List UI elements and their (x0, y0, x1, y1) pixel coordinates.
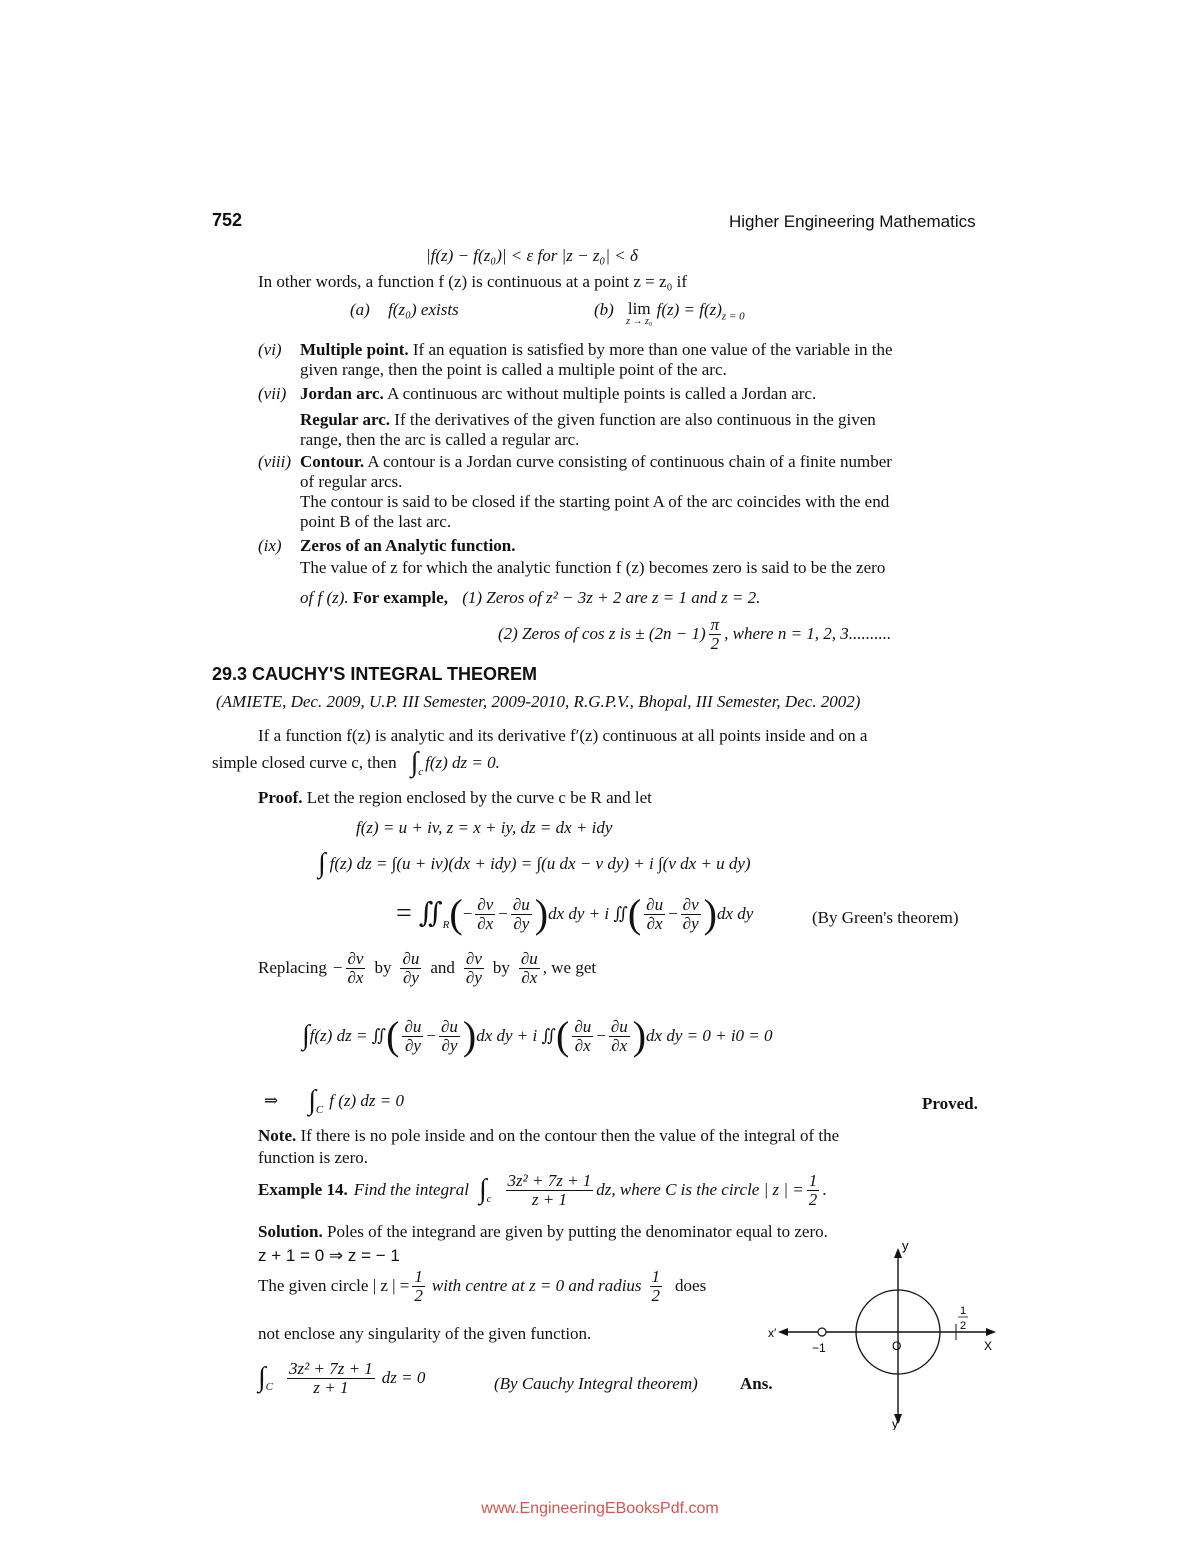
proof-conclusion: ⇒ ∫ C f (z) dz = 0 (264, 1085, 405, 1116)
lim-text: lim (627, 299, 651, 318)
def-ix-text: The value of z for which the analytic function f (z) becomes zero is said to be the zero (300, 558, 886, 577)
proof-eq4: ∫ f(z) dz = ∬ ( $\frac{\partial u}{\partial y}$ − $\frac{\partial u}{\partial y}$ ) dx dy + i ∬ ( $\frac{\partial u}{\partial x}$ − $\frac{\partial u}{\partial x}$ ) dx dy = 0 + i0 = 0 (302, 1013, 773, 1058)
solution (258, 1222, 828, 1242)
continuity-intro: In other words, a function f (z) is continuous at a point z = z₀ if (258, 272, 688, 291)
implies-arrow: ⇒ (264, 1091, 279, 1110)
part-a-label: (a) (350, 300, 370, 319)
zeros-start: of f (z). (300, 588, 349, 607)
eq3-end: dx dy (716, 904, 754, 923)
limit-operator (626, 300, 652, 327)
part-a-text: f(z₀) exists (388, 300, 459, 319)
eq5-text: f (z) dz = 0 (329, 1091, 405, 1110)
proof-intro (258, 788, 652, 808)
proved-label: Proved. (922, 1094, 978, 1113)
replacing-line: Replacing − $\frac{\partial v}{\partial x}$ by $\frac{\partial u}{\partial y}$ and $\frac{\partial v}{\partial y}$ by $\frac{\partial u}{\partial x}$ , we get (258, 949, 597, 987)
integral-sub: c (418, 766, 424, 778)
left-paren: ( (627, 891, 642, 936)
def-ix-num: (ix) (258, 536, 282, 555)
solution-label: Solution. (258, 1222, 323, 1241)
stmt-eq: f(z) dz = 0. (425, 753, 500, 772)
region-sub: R (442, 919, 450, 931)
continuity-part-b (594, 300, 745, 327)
solution-text: Poles of the integrand are given by putting the denominator equal to zero. (326, 1222, 828, 1241)
x-prime-label: x′ (768, 1326, 777, 1340)
y-arrow-icon (894, 1248, 902, 1258)
pi-over-2: $\frac{\pi}{2}$ (710, 615, 720, 653)
circle-diagram (760, 1240, 1000, 1430)
def-vi-line2: given range, then the point is called a multiple point of the arc. (300, 360, 727, 379)
def-viii-line3: The contour is said to be closed if the starting point A of the arc coincides with the end (300, 492, 890, 511)
theorem-statement-line2 (212, 748, 500, 778)
eq4-pre: f(z) dz = ∬ (309, 1026, 387, 1045)
zeros-line (300, 588, 760, 608)
integral-sign: ∫ (410, 747, 419, 778)
def-ix-term: Zeros of an Analytic function. (300, 536, 516, 555)
def-regular: Regular arc. If the derivatives of the given function are also continuous in the given (300, 410, 876, 429)
def-vi (300, 340, 893, 360)
integral-sign: ∫ (318, 848, 326, 879)
origin-label: O (892, 1339, 902, 1353)
left-paren: ( (449, 891, 463, 936)
ex2-pre: (2) Zeros of cos z is ± (2n − 1) (498, 624, 706, 644)
def-vii-num: (vii) (258, 384, 287, 403)
def-viii-line4: point B of the last arc. (300, 512, 452, 531)
right-paren: ) (534, 891, 549, 936)
y-label: y (902, 1240, 909, 1253)
section-refs: (AMIETE, Dec. 2009, U.P. III Semester, 2009-2010, R.G.P.V., Bhopal, III Semester, Dec. 2002) (216, 692, 861, 711)
note-label: Note. (258, 1126, 297, 1145)
eq2-text: f(z) dz = ∫(u + iv)(dx + idy) = ∫(u dx − v dy) + i ∫(v dx + u dy) (329, 854, 751, 873)
pole-equation: z + 1 = 0 ⇒ z = − 1 (258, 1246, 400, 1265)
proof-eq1: f(z) = u + iv, z = x + iy, dz = dx + idy (356, 818, 613, 837)
example-text: Find the integral (353, 1180, 469, 1200)
final-eq-text: dz = 0 (381, 1368, 426, 1388)
term: Multiple point. (300, 340, 409, 359)
answer-label: Ans. (740, 1374, 773, 1393)
example-label: Example 14. (258, 1180, 348, 1200)
eq3-mid: dx dy + i ∬ (548, 904, 628, 923)
pole-marker (818, 1328, 826, 1336)
note-line2: function is zero. (258, 1148, 368, 1167)
proof-eq2 (318, 850, 751, 878)
proof-label: Proof. (258, 788, 303, 807)
def-viii-num: (viii) (258, 452, 292, 471)
note-text: If there is no pole inside and on the contour then the value of the integral of the (300, 1126, 840, 1145)
not-enclose-text: not enclose any singularity of the given function. (258, 1324, 592, 1343)
def-viii-line2: of regular arcs. (300, 472, 403, 491)
page-number: 752 (212, 210, 243, 230)
greens-theorem-note: (By Green's theorem) (812, 908, 959, 927)
final-equation: ∫ C $\frac{\text{3z² + 7z + 1}}{z + 1}$ dz = 0 (258, 1359, 426, 1397)
part-b-label: (b) (594, 300, 614, 319)
part-b-text: f(z) = f(z) (656, 300, 722, 319)
def-vii: Jordan arc. A continuous arc without multiple points is called a Jordan arc. (300, 384, 817, 403)
section-title: 29.3 CAUCHY'S INTEGRAL THEOREM (212, 664, 537, 684)
zeros-ex2 (498, 616, 891, 653)
part-b-sub: z = 0 (721, 310, 745, 323)
theorem-statement: If a function f(z) is analytic and its derivative f′(z) continuous at all points inside and on a (258, 726, 868, 745)
proof-text: Let the region enclosed by the curve c be R and let (306, 788, 652, 807)
eq4-end: dx dy = 0 + i0 = 0 (646, 1026, 773, 1045)
x-prime-arrow-icon (778, 1328, 788, 1336)
ex2-post: , where n = 1, 2, 3.......... (724, 624, 892, 644)
example-text-after: dz, where C is the circle | z | = (596, 1180, 804, 1200)
x-label: X (984, 1339, 993, 1353)
def-vi-num: (vi) (258, 340, 282, 359)
footer-url[interactable]: www.EngineeringEBooksPdf.com (481, 1500, 719, 1517)
zeros-ex1: (1) Zeros of z² − 3z + 2 are z = 1 and z = 2. (462, 588, 761, 607)
continuity-condition: |f(z) − f(z₀)| < ε for |z − z₀| < δ (426, 246, 638, 265)
replacing-text: Replacing (258, 958, 327, 978)
double-integral: = ∬ (396, 898, 443, 929)
x-arrow-icon (986, 1328, 996, 1336)
example-statement: Example 14. Find the integral ∫ c $\frac{\text{3z² + 7z + 1}}{z + 1}$ dz, where C is the circle | z | = $\frac{1}{2}$ . (258, 1171, 827, 1209)
y-prime-label: y′ (892, 1417, 901, 1430)
def-regular-line2: range, then the arc is called a regular arc. (300, 430, 580, 449)
def-text: If an equation is satisfied by more than one value of the variable in the (412, 340, 893, 359)
def-viii: Contour. A contour is a Jordan curve consisting of continuous chain of a finite number (300, 452, 892, 471)
stmt2-text: simple closed curve c, then (212, 753, 397, 772)
minus-one-label: −1 (812, 1341, 826, 1355)
book-title: Higher Engineering Mathematics (729, 212, 976, 231)
lim-under: z → z₀ (626, 316, 653, 327)
half-num-label: 1 (960, 1305, 967, 1317)
circle-statement: The given circle | z | = $\frac{1}{2}$ with centre at z = 0 and radius $\frac{1}{2}$ does (258, 1267, 707, 1305)
cauchy-note: (By Cauchy Integral theorem) (494, 1374, 698, 1393)
right-paren: ) (703, 891, 717, 936)
continuity-part-a (350, 300, 459, 320)
for-example: For example, (352, 588, 448, 607)
proof-eq3: = ∬ R ( − $\frac{\partial v}{\partial x}$ − $\frac{\partial u}{\partial y}$ ) dx dy + i ∬ ( $\frac{\partial u}{\partial x}$ − $\frac{\partial v}{\partial y}$ ) dx dy (396, 891, 754, 936)
note (258, 1126, 839, 1146)
half-den-label: 2 (960, 1320, 967, 1332)
